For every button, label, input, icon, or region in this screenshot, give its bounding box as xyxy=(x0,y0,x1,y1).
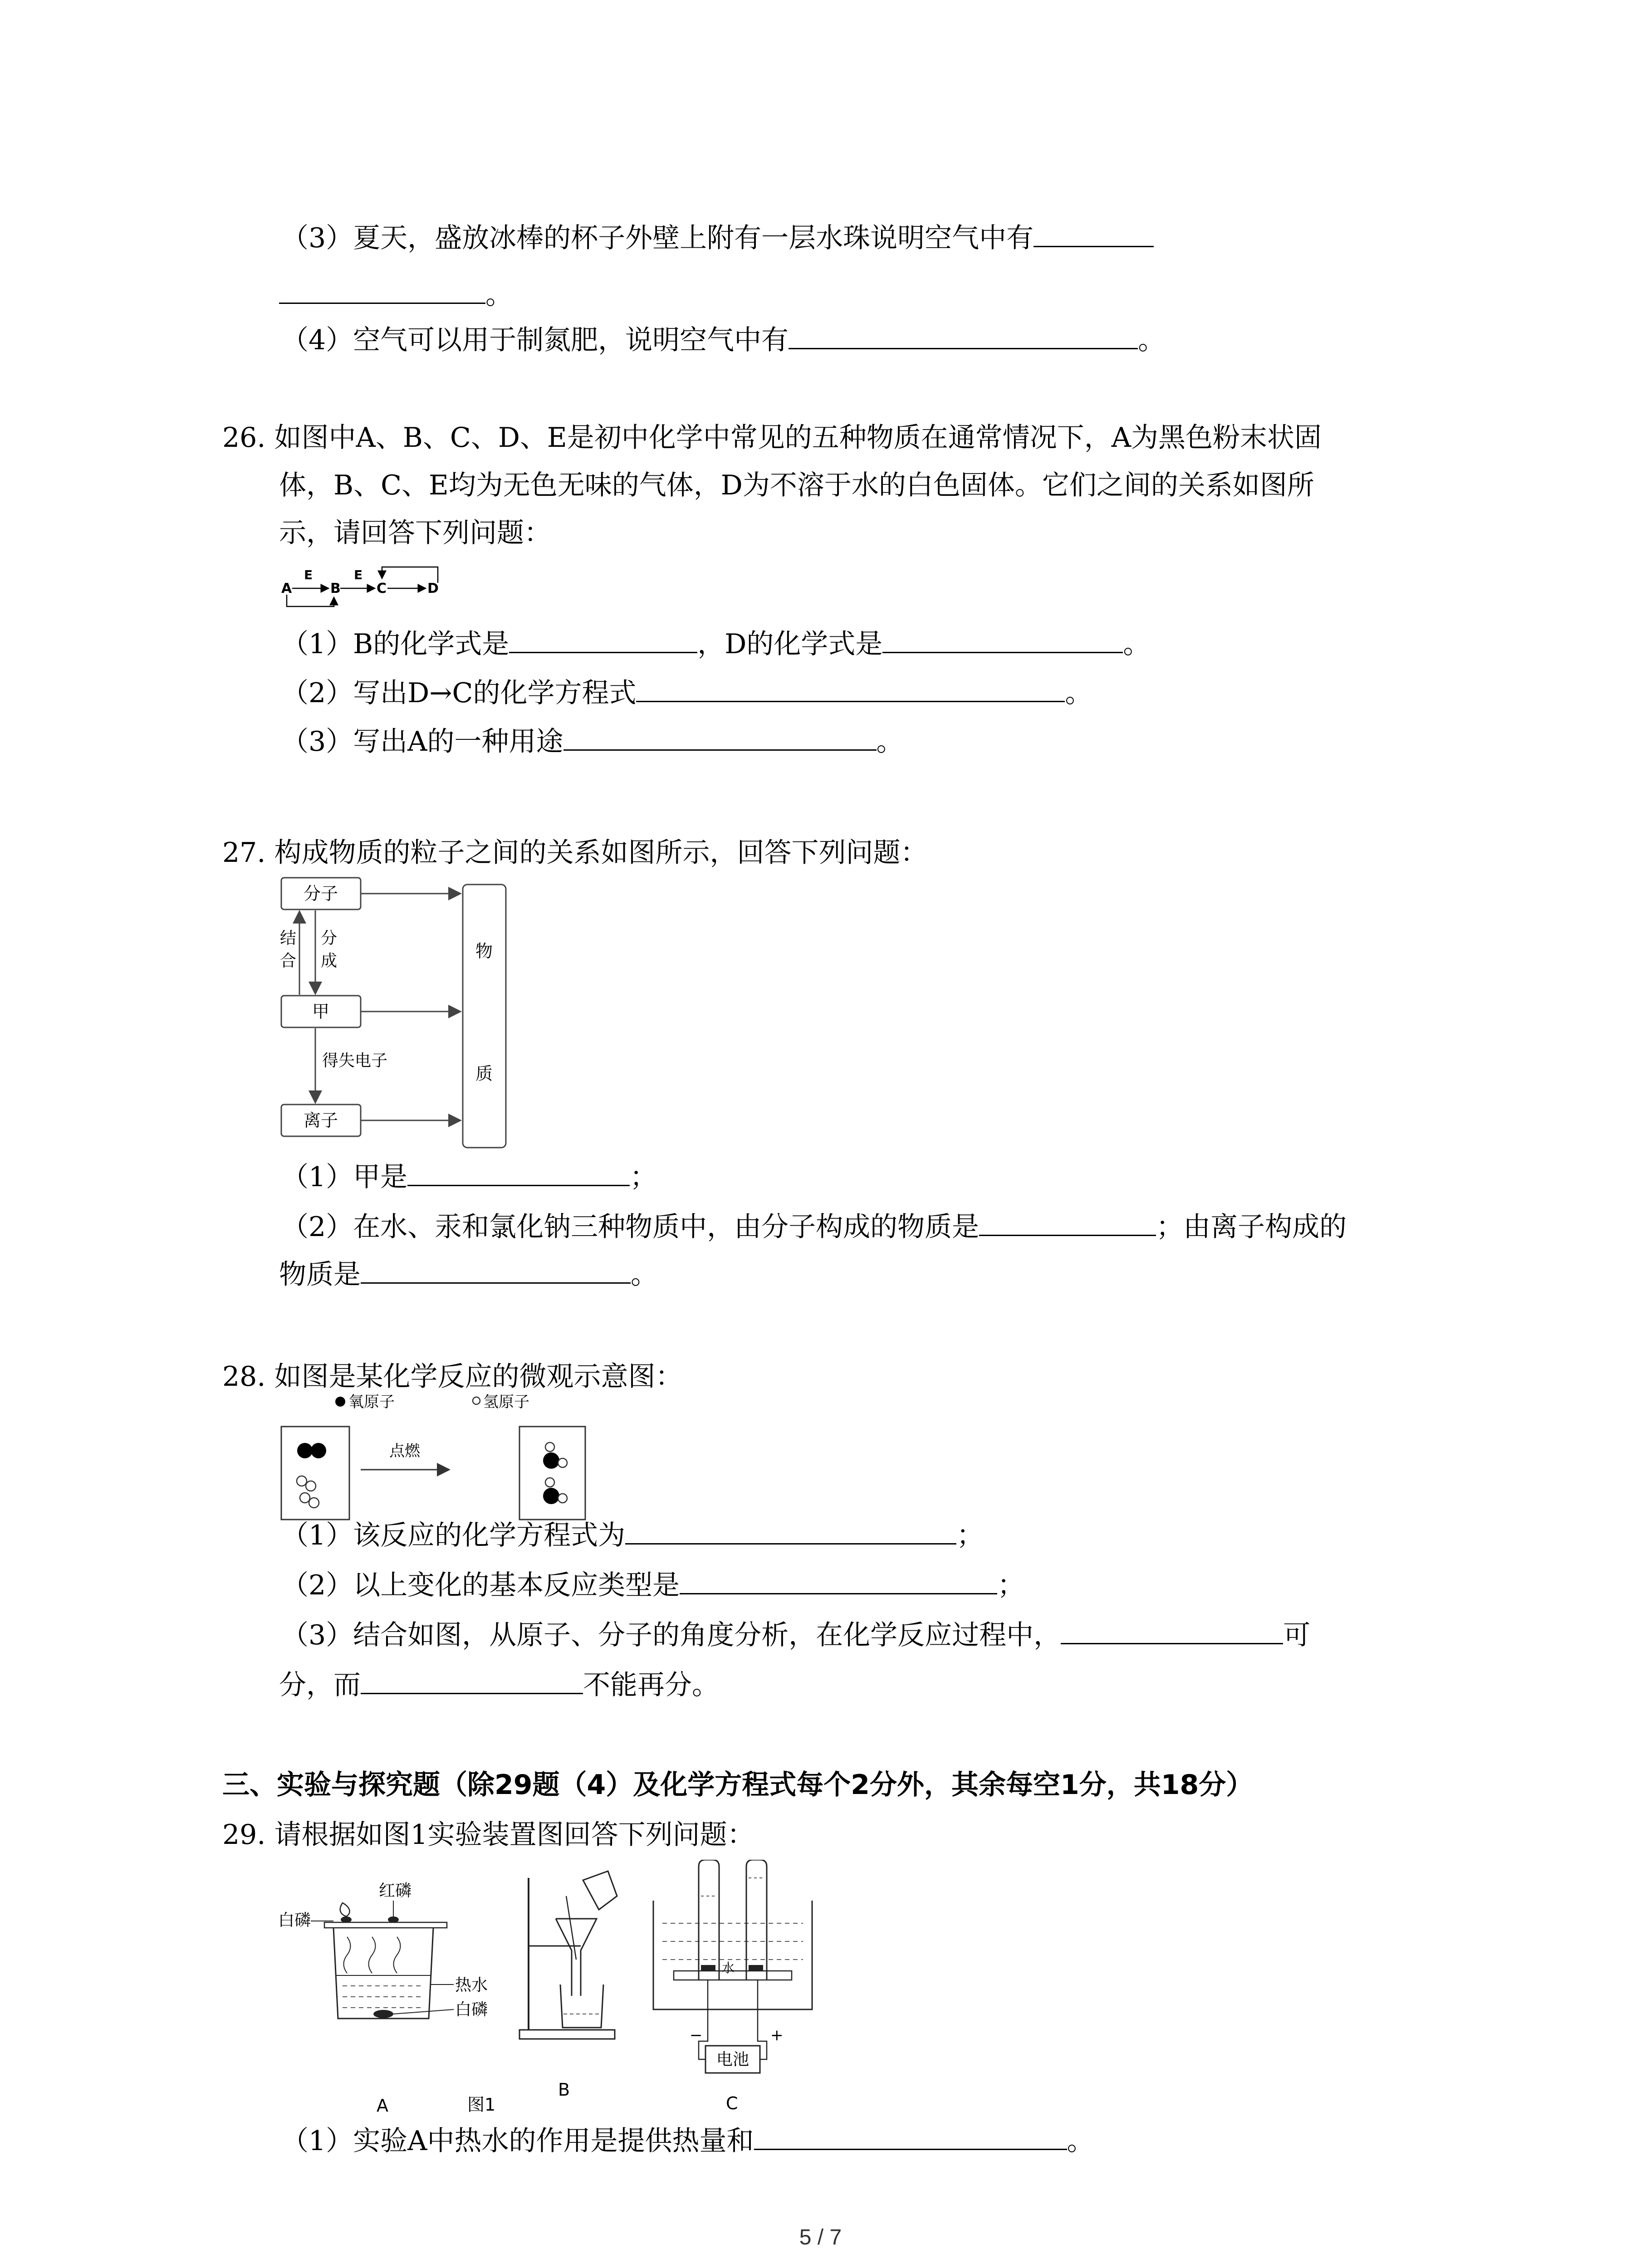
q27-label-combine-1: 结 xyxy=(279,929,297,948)
q29-c-electrode-left xyxy=(701,1965,715,1971)
q28-arrow-label: 点燃 xyxy=(389,1442,420,1460)
q28-part3-cont: 分，而 不能再分。 xyxy=(279,1669,719,1701)
q28-stem: 28. 如图是某化学反应的微观示意图： xyxy=(222,1361,683,1393)
q29-apparatus-c xyxy=(649,1860,817,2114)
q29-b-pouring-beaker xyxy=(583,1871,617,1910)
q29-a-white-p-underwater xyxy=(373,2010,393,2018)
q27-particle-diagram xyxy=(272,873,517,1154)
q28-legend-hydrogen-dot xyxy=(473,1397,480,1404)
q29-a-label-hot-water: 热水 xyxy=(455,1976,488,1994)
q26-use-blank[interactable] xyxy=(563,725,877,751)
q28-h-atom-4 xyxy=(309,1498,319,1508)
q28-indivisible-blank[interactable] xyxy=(361,1668,583,1694)
q28-h-atom-3 xyxy=(300,1493,310,1503)
q29-b-receiving-beaker xyxy=(560,1984,603,2028)
q29-c-water-trough xyxy=(653,1901,812,2009)
q29-c-label-minus: − xyxy=(690,2026,703,2044)
q28-water1-h-top xyxy=(545,1442,554,1452)
q27-label-combine-2: 合 xyxy=(279,952,297,970)
q27-ion-blank[interactable] xyxy=(361,1258,631,1284)
q29-apparatus-a xyxy=(274,1864,488,2114)
q28-part3: （3）结合如图，从原子、分子的角度分析，在化学反应过程中， 可 xyxy=(281,1619,1311,1651)
q26-part2: （2）写出D→C的化学方程式 。 xyxy=(281,677,1092,709)
q26-equation-blank[interactable] xyxy=(636,676,1065,702)
q28-legend-hydrogen: 氢原子 xyxy=(483,1393,529,1411)
q26-stem-line3: 示，请回答下列问题： xyxy=(279,517,551,549)
q29-c-tube-left xyxy=(699,1860,719,1980)
q29-c-electrode-right xyxy=(749,1965,763,1971)
q29-part1: （1）实验A中热水的作用是提供热量和 。 xyxy=(281,2125,1094,2157)
q29-a-copper-plate xyxy=(324,1922,447,1928)
section-3-title: 三、实验与探究题（除29题（4）及化学方程式每个2分外，其余每空1分，共18分） xyxy=(222,1769,1254,1801)
q29-stem: 29. 请根据如图1实验装置图回答下列问题： xyxy=(222,1819,754,1851)
q27-stem: 27. 构成物质的粒子之间的关系如图所示，回答下列问题： xyxy=(222,837,928,869)
q27-molecule-blank[interactable] xyxy=(979,1210,1156,1236)
q28-part2: （2）以上变化的基本反应类型是 ； xyxy=(281,1569,1025,1601)
q26-stem-line1: 26. 如图中A、B、C、D、E是初中化学中常见的五种物质在通常情况下，A为黑色粉末状固 xyxy=(222,422,1322,454)
q25-part4: （4）空气可以用于制氮肥，说明空气中有 。 xyxy=(281,324,1166,356)
q28-legend-oxygen: 氧原子 xyxy=(348,1393,395,1411)
q28-water2-o xyxy=(543,1488,559,1504)
q26-node-b: B xyxy=(330,581,341,596)
q27-label-molecule: 分子 xyxy=(303,884,338,904)
q25-p3-blank-cont[interactable] xyxy=(279,278,485,304)
q28-h-atom-2 xyxy=(306,1481,316,1491)
q27-jia-blank[interactable] xyxy=(407,1160,630,1186)
q28-water2-h-right xyxy=(558,1494,567,1503)
q26-node-a: A xyxy=(281,581,292,596)
q28-legend-oxygen-dot xyxy=(335,1397,345,1407)
q27-label-matter-2: 质 xyxy=(475,1064,493,1084)
q27-part2: （2）在水、汞和氯化钠三种物质中，由分子构成的物质是 ；由离子构成的 xyxy=(281,1211,1347,1243)
q26-relation-diagram xyxy=(281,556,454,615)
q29-apparatus-b xyxy=(513,1869,622,2114)
q25-part3-cont: 。 xyxy=(279,277,513,313)
q29-a-label-red-p: 红磷 xyxy=(379,1882,412,1900)
q28-h-atom-1 xyxy=(297,1476,307,1486)
q26-node-d: D xyxy=(427,581,439,596)
q27-label-ion: 离子 xyxy=(303,1110,338,1130)
q28-o2-atom-1 xyxy=(297,1443,313,1458)
q28-water2-h-top xyxy=(545,1478,554,1487)
q26-edge-e1: E xyxy=(304,567,313,582)
q29-a-label: A xyxy=(377,2096,388,2114)
q26-part1: （1）B的化学式是 ，D的化学式是 。 xyxy=(281,628,1151,660)
q29-c-label: C xyxy=(726,2093,738,2113)
q29-c-label-battery: 电池 xyxy=(716,2050,749,2069)
q28-part1: （1）该反应的化学方程式为 ； xyxy=(281,1520,984,1551)
q29-a-label-white-p-bottom: 白磷 xyxy=(455,2000,488,2019)
q29-figure-caption: 图1 xyxy=(467,2095,496,2115)
q26-d-formula-blank[interactable] xyxy=(882,627,1123,653)
q27-part2-cont: 物质是 。 xyxy=(279,1259,658,1290)
q26-node-c: C xyxy=(377,581,387,596)
q26-edge-e2: E xyxy=(354,567,363,582)
q27-label-jia: 甲 xyxy=(312,1002,330,1022)
q26-b-formula-blank[interactable] xyxy=(509,627,697,653)
q29-a-steam-1 xyxy=(344,1937,351,1973)
q29-c-label-plus: + xyxy=(770,2026,784,2044)
q25-part3: （3）夏天，盛放冰棒的杯子外壁上附有一层水珠说明空气中有 xyxy=(281,220,1154,256)
q27-label-split-1: 分 xyxy=(320,929,338,948)
q25-p3-blank[interactable] xyxy=(1034,221,1154,247)
q28-water1-h-right xyxy=(558,1458,567,1467)
q28-o2-atom-2 xyxy=(311,1443,326,1458)
q25-p4-blank[interactable] xyxy=(789,323,1138,349)
q29-a-beaker xyxy=(333,1928,433,2019)
q28-water1-o xyxy=(543,1452,559,1469)
q26-arrow-a-b-lower xyxy=(287,595,334,606)
q27-label-electron: 得失电子 xyxy=(322,1051,388,1070)
q29-c-label-water: 水 xyxy=(721,1960,735,1975)
q29-a-flame xyxy=(340,1903,350,1916)
q29-b-funnel-left xyxy=(556,1919,572,1996)
q29-a-label-white-p-top: 白磷 xyxy=(278,1911,311,1930)
q26-part3: （3）写出A的一种用途 。 xyxy=(281,726,904,758)
q27-label-matter-1: 物 xyxy=(475,941,493,961)
q28-micro-diagram xyxy=(277,1393,594,1529)
q28-divisible-blank[interactable] xyxy=(1061,1618,1283,1644)
q28-reaction-type-blank[interactable] xyxy=(680,1569,997,1594)
q28-box-products xyxy=(519,1427,585,1520)
page-number: 5 / 7 xyxy=(799,2225,842,2249)
q29-a-white-p-bottom-pointer xyxy=(393,2009,454,2014)
q27-box-matter xyxy=(463,885,506,1148)
q29-a-steam-3 xyxy=(394,1937,401,1973)
q29-hot-water-blank[interactable] xyxy=(754,2124,1067,2150)
q29-b-stand-base xyxy=(519,2030,615,2039)
q28-equation-blank[interactable] xyxy=(625,1519,956,1545)
q27-part1: （1）甲是 ； xyxy=(281,1161,657,1193)
q26-stem-line2: 体，B、C、E均为无色无味的气体，D为不溶于水的白色固体。它们之间的关系如图所 xyxy=(279,469,1314,501)
q27-label-split-2: 成 xyxy=(320,952,338,970)
q29-b-label: B xyxy=(558,2080,570,2100)
q29-a-steam-2 xyxy=(369,1937,376,1973)
